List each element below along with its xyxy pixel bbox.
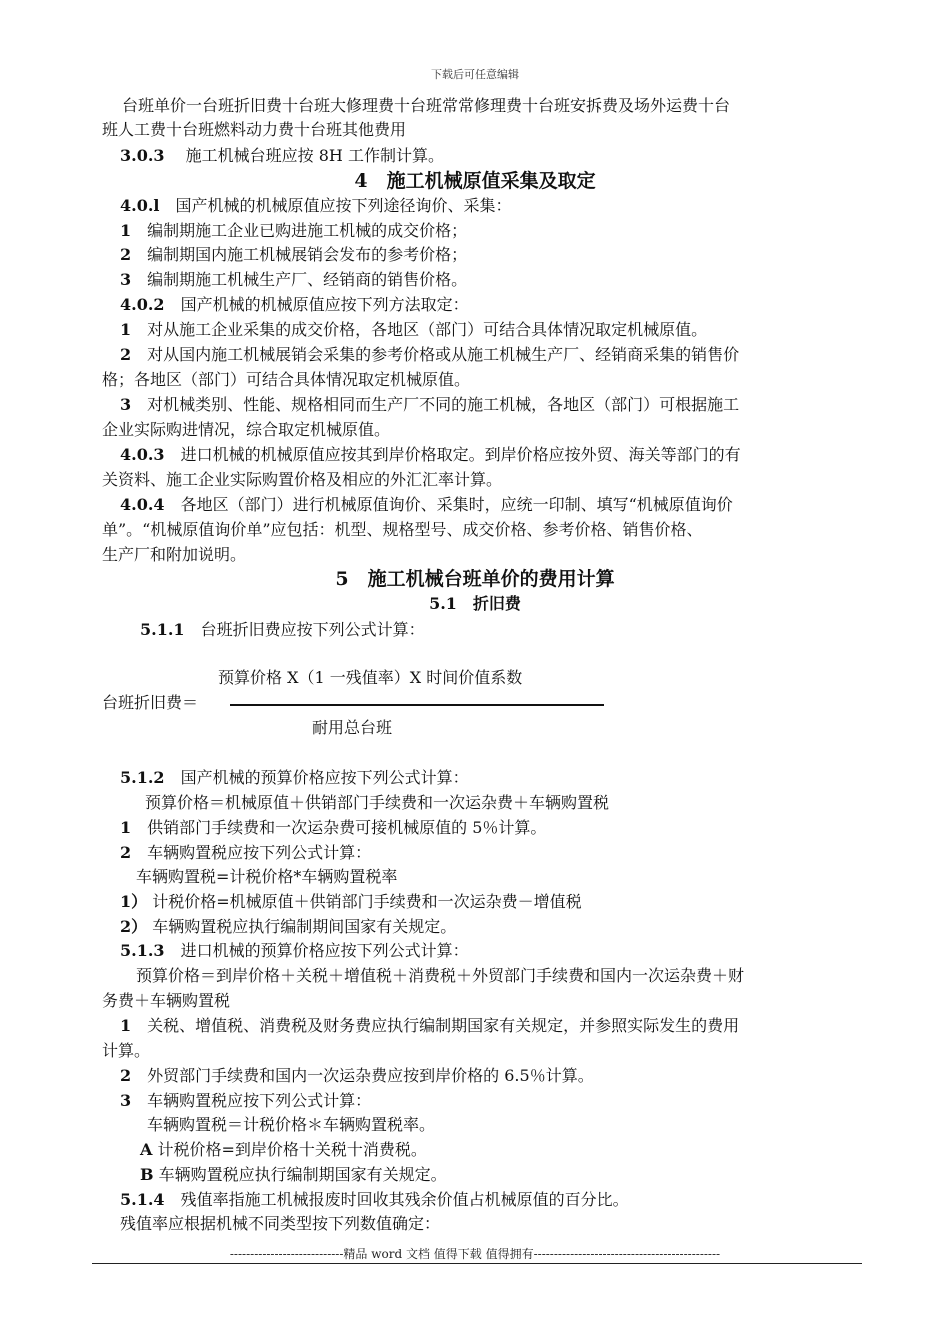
formula-fraction-bar (230, 704, 604, 706)
page-footer: ----------------------------精品 word 文档 值得下载 值得拥有---------------------------------------------- (229, 1247, 721, 1261)
clause-4-0-4: 4.0.4 各地区（部门）进行机械原值询价、采集时，应统一印制、填写“机械原值询价 (120, 495, 733, 514)
list-item: 1 编制期施工企业已购进施工机械的成交价格； (120, 221, 468, 240)
list-item: B 车辆购置税应执行编制期国家有关规定。 (140, 1165, 447, 1184)
list-item: 2） 车辆购置税应执行编制期间国家有关规定。 (120, 917, 457, 936)
formula-numerator: 预算价格 X（1 一残值率）X 时间价值系数 (218, 668, 523, 687)
footer-rule (92, 1263, 862, 1264)
list-item: 3 车辆购置税应按下列公式计算： (120, 1091, 372, 1110)
list-item: 2 编制期国内施工机械展销会发布的参考价格； (120, 245, 468, 264)
formula-denominator: 耐用总台班 (312, 718, 393, 737)
formula: 预算价格＝到岸价格＋关税＋增值税＋消费税＋外贸部门手续费和国内一次运杂费＋财 (136, 966, 745, 985)
formula-lhs: 台班折旧费＝ (102, 693, 199, 712)
clause-5-1-1: 5.1.1 台班折旧费应按下列公式计算： (140, 620, 425, 639)
paragraph: 计算。 (102, 1041, 151, 1060)
list-item: A 计税价格=到岸价格十关税十消费税。 (140, 1140, 427, 1159)
paragraph: 台班单价一台班折旧费十台班大修理费十台班常常修理费十台班安拆费及场外运费十台 (122, 96, 731, 115)
clause-5-1-4: 5.1.4 残值率指施工机械报废时回收其残余价值占机械原值的百分比。 (120, 1190, 629, 1209)
paragraph: 关资料、施工企业实际购置价格及相应的外汇汇率计算。 (102, 470, 503, 489)
paragraph: 残值率应根据机械不同类型按下列数值确定： (120, 1214, 441, 1233)
paragraph: 单”。“机械原值询价单”应包括：机型、规格型号、成交价格、参考价格、销售价格、 (102, 520, 703, 539)
subsection-heading-5-1: 5.1 折旧费 (429, 594, 521, 613)
list-item: 2 对从国内施工机械展销会采集的参考价格或从施工机械生产厂、经销商采集的销售价 (120, 345, 740, 364)
section-heading-4: 4 施工机械原值采集及取定 (354, 170, 596, 192)
formula: 务费＋车辆购置税 (102, 991, 231, 1010)
list-item: 1 关税、增值税、消费税及财务费应执行编制期国家有关规定，并参照实际发生的费用 (120, 1016, 740, 1035)
list-item: 2 外贸部门手续费和国内一次运杂费应按到岸价格的 6.5％计算。 (120, 1066, 594, 1085)
list-item: 3 对机械类别、性能、规格相同而生产厂不同的施工机械，各地区（部门）可根据施工 (120, 395, 740, 414)
paragraph: 生产厂和附加说明。 (102, 545, 247, 564)
formula: 车辆购置税＝计税价格＊车辆购置税率。 (147, 1115, 436, 1134)
formula: 车辆购置税=计税价格*车辆购置税率 (136, 867, 398, 886)
clause-3-0-3: 3.0.3 施工机械台班应按 8H 工作制计算。 (120, 146, 444, 165)
clause-4-0-1: 4.0.l 国产机械的机械原值应按下列途径询价、采集： (120, 196, 512, 215)
list-item: 3 编制期施工机械生产厂、经销商的销售价格。 (120, 270, 468, 289)
page-header: 下载后可任意编辑 (431, 68, 519, 81)
list-item: 1 对从施工企业采集的成交价格，各地区（部门）可结合具体情况取定机械原值。 (120, 320, 708, 339)
clause-5-1-3: 5.1.3 进口机械的预算价格应按下列公式计算： (120, 941, 469, 960)
clause-5-1-2: 5.1.2 国产机械的预算价格应按下列公式计算： (120, 768, 469, 787)
list-item: 1） 计税价格=机械原值＋供销部门手续费和一次运杂费－增值税 (120, 892, 582, 911)
paragraph: 格；各地区（部门）可结合具体情况取定机械原值。 (102, 370, 471, 389)
list-item: 1 供销部门手续费和一次运杂费可接机械原值的 5％计算。 (120, 818, 547, 837)
paragraph: 班人工费十台班燃料动力费十台班其他费用 (102, 120, 407, 139)
clause-4-0-2: 4.0.2 国产机械的机械原值应按下列方法取定： (120, 295, 469, 314)
clause-4-0-3: 4.0.3 进口机械的机械原值应按其到岸价格取定。到岸价格应按外贸、海关等部门的有 (120, 445, 741, 464)
paragraph: 企业实际购进情况，综合取定机械原值。 (102, 420, 391, 439)
formula: 预算价格＝机械原值＋供销部门手续费和一次运杂费＋车辆购置税 (145, 793, 610, 812)
section-heading-5: 5 施工机械台班单价的费用计算 (335, 568, 615, 590)
list-item: 2 车辆购置税应按下列公式计算： (120, 843, 372, 862)
